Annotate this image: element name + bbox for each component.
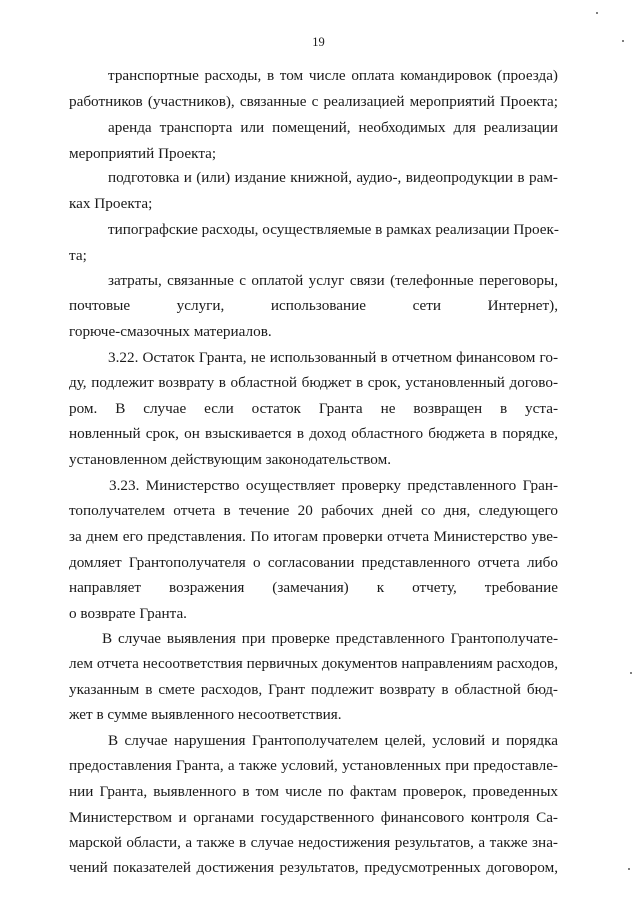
text-line: В случае выявления при проверке представленного Грантополучате- — [102, 630, 558, 647]
text-line: установленном действующим законодательством. — [69, 451, 392, 468]
text-line: новленный срок, он взыскивается в доход областного бюджета в порядке, — [69, 425, 558, 442]
text-line: указанным в смете расходов, Грант подлежит возврату в областной бюд- — [69, 681, 558, 698]
text-line: подготовка и (или) издание книжной, аудио-, видеопродукции в рам- — [108, 169, 558, 186]
text-line: жет в сумме выявленного несоответствия. — [69, 706, 342, 723]
text-line: та; — [69, 247, 87, 264]
text-line: типографские расходы, осуществляемые в рамках реализации Проек- — [108, 221, 559, 238]
scan-speck — [630, 672, 632, 674]
text-line: горюче-смазочных материалов. — [69, 323, 272, 340]
text-line: ду, подлежит возврату в областной бюджет в срок, установленный догово- — [69, 374, 558, 391]
text-line: ром. В случае если остаток Гранта не возвращен в уста- — [69, 400, 558, 417]
page-number: 19 — [312, 35, 325, 49]
text-line: мероприятий Проекта; — [69, 145, 217, 162]
text-line: работников (участников), связанные с реализацией мероприятий Проекта; — [69, 93, 558, 110]
scan-speck — [622, 40, 624, 42]
text-line: тополучателем отчета в течение 20 рабочих дней со дня, следующего — [69, 502, 558, 519]
text-line: ках Проекта; — [69, 195, 153, 212]
text-line: направляет возражения (замечания) к отчету, требование — [69, 579, 558, 596]
text-line: 3.23. Министерство осуществляет проверку представленного Гран- — [109, 477, 558, 494]
text-line: чений показателей достижения результатов, предусмотренных договором, — [69, 859, 558, 876]
text-line: транспортные расходы, в том числе оплата командировок (проезда) — [108, 67, 558, 84]
text-line: марской области, а также в случае недостижения результатов, а также зна- — [69, 834, 558, 851]
text-line: за днем его представления. По итогам проверки отчета Министерство уве- — [69, 528, 558, 545]
text-line: о возврате Гранта. — [69, 605, 187, 622]
text-line: аренда транспорта или помещений, необходимых для реализации — [108, 119, 558, 136]
text-line: Министерством и органами государственного финансового контроля Са- — [69, 809, 558, 826]
text-line: нии Гранта, выявленного в том числе по фактам проверок, проведенных — [69, 783, 558, 800]
text-line: домляет Грантополучателя о согласовании представленного отчета либо — [69, 554, 558, 571]
text-line: почтовые услуги, использование сети Интернет), — [69, 297, 558, 314]
scan-speck — [628, 868, 630, 870]
text-line: 3.22. Остаток Гранта, не использованный в отчетном финансовом го- — [108, 349, 558, 366]
text-line: лем отчета несоответствия первичных документов направлениям расходов, — [69, 655, 558, 672]
text-line: В случае нарушения Грантополучателем целей, условий и порядка — [108, 732, 558, 749]
scan-speck — [596, 12, 598, 14]
text-line: предоставления Гранта, а также условий, установленных при предоставле- — [69, 757, 558, 774]
text-line: затраты, связанные с оплатой услуг связи (телефонные переговоры, — [108, 272, 558, 289]
